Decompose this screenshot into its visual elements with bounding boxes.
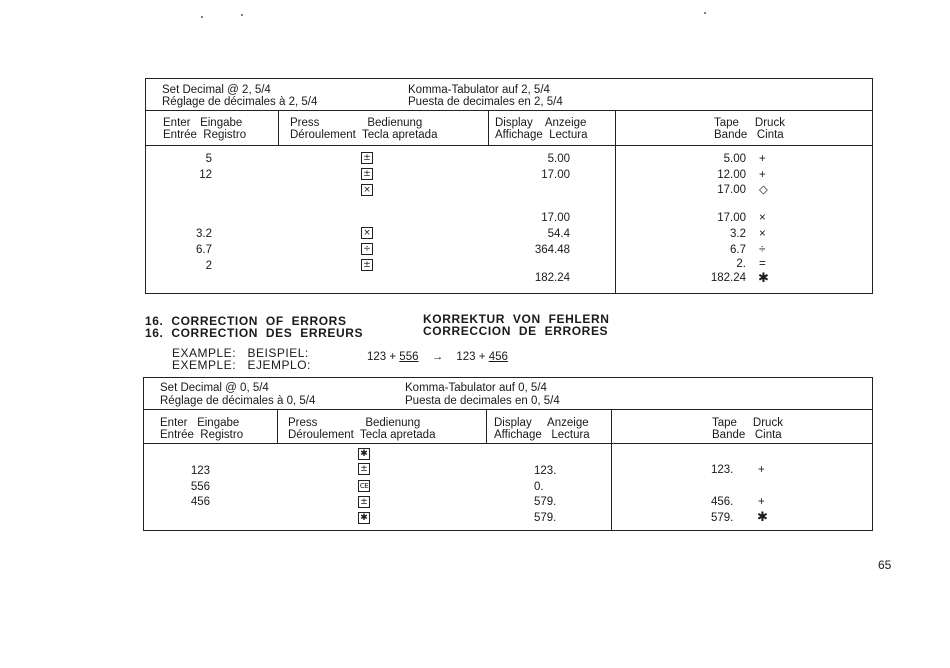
plus-minus-key-icon: ± [361, 168, 373, 180]
page-number: 65 [878, 558, 892, 572]
tape-symbol: ÷ [759, 244, 766, 256]
header-press-2: Déroulement Tecla apretada [290, 129, 438, 141]
display-value: 0. [534, 481, 544, 493]
divider [145, 110, 873, 111]
section-title-es: CORRECCION DE ERRORES [423, 324, 609, 338]
expression-wrong-value: 556 [399, 351, 419, 363]
header-tape: Tape Druck [714, 117, 785, 129]
display-value: 17.00 [541, 169, 570, 181]
header-tape-2: Bande Cinta [712, 429, 782, 441]
tape-value: 3.2 [730, 228, 746, 240]
arrow-icon: → [431, 351, 444, 363]
display-value: 17.00 [541, 212, 570, 224]
tape-value: 12.00 [717, 169, 746, 181]
display-value: 54.4 [547, 228, 570, 240]
total-star-icon: ✱ [757, 509, 768, 524]
divider [277, 409, 278, 443]
total-key-icon: ✱ [358, 448, 370, 460]
enter-value: 6.7 [196, 244, 212, 256]
setting-es: Puesta de decimales en 0, 5/4 [405, 395, 560, 407]
divider [615, 110, 616, 294]
tape-value: 2. [736, 258, 746, 270]
setting-en: Set Decimal @ 2, 5/4 [162, 84, 271, 96]
example-expression [367, 351, 508, 363]
plus-minus-key-icon: ± [361, 259, 373, 271]
header-enter-2: Entrée Registro [163, 129, 247, 141]
plus-minus-key-icon: ± [361, 152, 373, 164]
tape-value: 123. [711, 464, 734, 476]
multiply-key-icon: × [361, 184, 373, 196]
setting-de: Komma-Tabulator auf 0, 5/4 [405, 382, 547, 394]
header-tape-2: Bande Cinta [714, 129, 784, 141]
plus-minus-key-icon: ± [358, 463, 370, 475]
display-value: 123. [534, 465, 557, 477]
header-display-2: Affichage Lectura [494, 429, 590, 441]
tape-value: 579. [711, 512, 734, 524]
tape-value: 182.24 [710, 272, 746, 284]
setting-de: Komma-Tabulator auf 2, 5/4 [408, 84, 550, 96]
tape-value: 17.00 [717, 212, 746, 224]
header-tape: Tape Druck [712, 417, 783, 429]
display-value: 579. [534, 512, 557, 524]
example-label-2: EXEMPLE: EJEMPLO: [172, 358, 311, 372]
tape-symbol: + [758, 496, 765, 508]
display-value: 364.48 [534, 244, 570, 256]
setting-fr: Réglage de décimales à 2, 5/4 [162, 96, 318, 108]
header-enter: Enter Eingabe [163, 117, 243, 129]
enter-value: 3.2 [196, 228, 212, 240]
tape-symbol: + [759, 169, 766, 181]
header-display: Display Anzeige [495, 117, 587, 129]
total-star-icon: ✱ [758, 270, 769, 285]
scan-speck [704, 12, 706, 14]
display-value: 182.24 [534, 272, 570, 284]
enter-value: 2 [205, 260, 212, 272]
enter-value: 123 [190, 465, 210, 477]
section-title-en: 16. CORRECTION OF ERRORS [145, 314, 347, 328]
section-title-fr: 16. CORRECTION DES ERREURS [145, 326, 364, 340]
header-enter: Enter Eingabe [160, 417, 240, 429]
tape-symbol: + [758, 464, 765, 476]
tape-symbol: ◇ [759, 184, 768, 196]
header-display: Display Anzeige [494, 417, 589, 429]
tape-value: 17.00 [717, 184, 746, 196]
divider [488, 110, 489, 145]
expression-wrong: 123 + [367, 351, 400, 363]
divider [145, 145, 873, 146]
tape-symbol: + [759, 153, 766, 165]
header-press: Press Bedienung [290, 117, 423, 129]
display-value: 579. [534, 496, 557, 508]
display-value: 5.00 [547, 153, 570, 165]
tape-value: 6.7 [730, 244, 746, 256]
enter-value: 12 [199, 169, 212, 181]
header-press-2: Déroulement Tecla apretada [288, 429, 436, 441]
divider [143, 443, 873, 444]
enter-value: 456 [190, 496, 210, 508]
tape-symbol: = [759, 258, 766, 270]
enter-value: 5 [205, 153, 212, 165]
divide-key-icon: ÷ [361, 243, 373, 255]
expression-correct: 123 + [456, 351, 489, 363]
header-press: Press Bedienung [288, 417, 421, 429]
setting-en: Set Decimal @ 0, 5/4 [160, 382, 269, 394]
tape-value: 456. [711, 496, 734, 508]
tape-value: 5.00 [723, 153, 746, 165]
enter-value: 556 [190, 481, 210, 493]
section-title-de: KORREKTUR VON FEHLERN [423, 312, 610, 326]
scan-speck [201, 16, 203, 18]
total-key-icon: ✱ [358, 512, 370, 524]
multiply-key-icon: × [361, 227, 373, 239]
expression-correct-value: 456 [488, 351, 508, 363]
header-enter-2: Entrée Registro [160, 429, 244, 441]
header-display-2: Affichage Lectura [495, 129, 588, 141]
divider [143, 409, 873, 410]
divider [278, 110, 279, 145]
setting-fr: Réglage de décimales à 0, 5/4 [160, 395, 316, 407]
clear-entry-key-icon: CE [359, 482, 369, 490]
setting-es: Puesta de decimales en 2, 5/4 [408, 96, 563, 108]
tape-symbol: × [759, 212, 766, 224]
example-label: EXAMPLE: BEISPIEL: [172, 346, 309, 360]
plus-minus-key-icon: ± [358, 496, 370, 508]
divider [486, 409, 487, 443]
scan-speck [241, 14, 243, 16]
tape-symbol: × [759, 228, 766, 240]
divider [611, 409, 612, 531]
